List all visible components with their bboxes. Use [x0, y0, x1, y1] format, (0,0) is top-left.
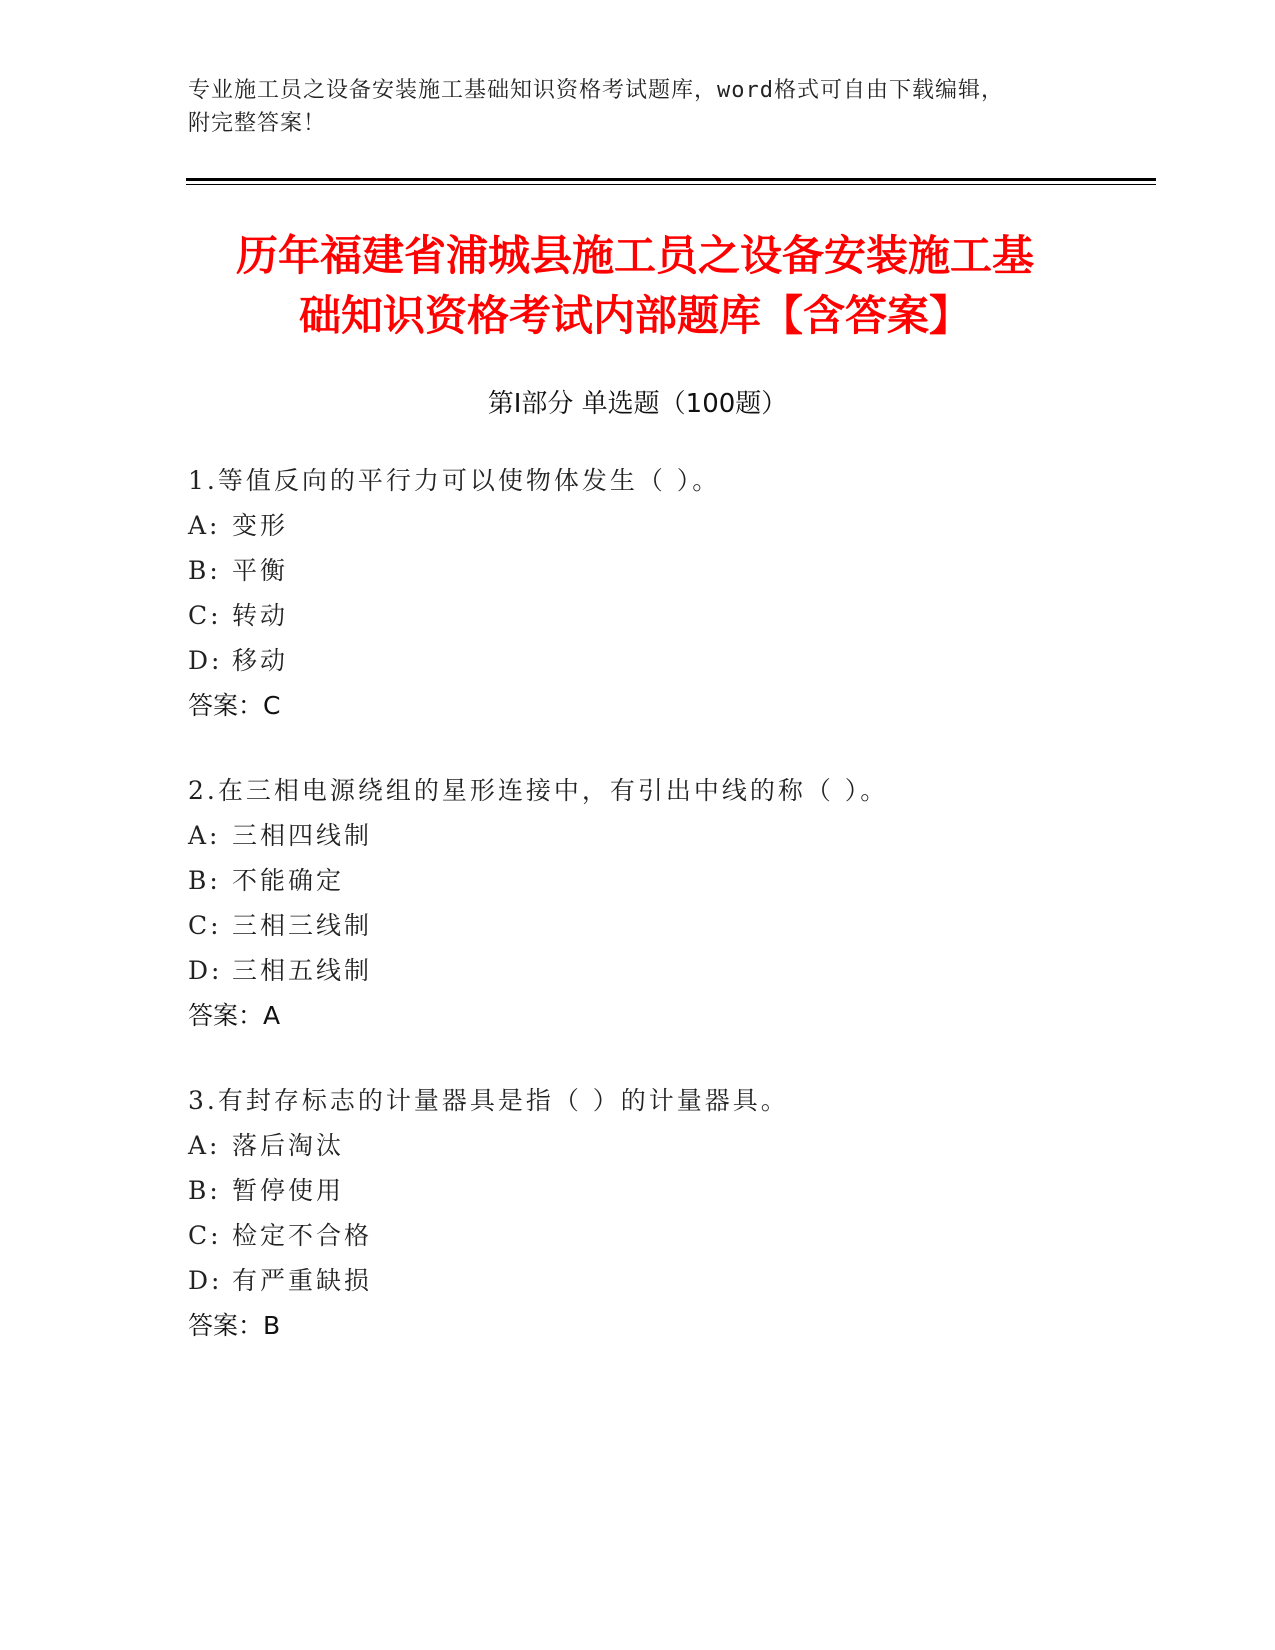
- option-text: 三相五线制: [232, 956, 373, 985]
- answer: 答案：A: [188, 1001, 281, 1030]
- option-a: [188, 503, 1148, 548]
- header-note-line-2: 附完整答案！: [188, 111, 327, 136]
- option-text: 平衡: [232, 556, 289, 585]
- option-label: A:: [188, 1131, 221, 1160]
- question-2: [188, 768, 1148, 1038]
- option-label: A:: [188, 511, 221, 540]
- header-divider-thick: [186, 178, 1156, 181]
- option-label: D:: [188, 956, 223, 985]
- option-c: [188, 903, 1148, 948]
- option-text: 暂停使用: [232, 1176, 345, 1205]
- option-label: A:: [188, 821, 221, 850]
- header-note: [188, 74, 1088, 140]
- option-a: [188, 1123, 1148, 1168]
- question-stem: 1.等值反向的平行力可以使物体发生（ ）。: [188, 466, 721, 495]
- option-d: [188, 638, 1148, 683]
- question-stem: 2.在三相电源绕组的星形连接中，有引出中线的称（ ）。: [188, 776, 889, 805]
- option-label: D:: [188, 646, 223, 675]
- option-a: [188, 813, 1148, 858]
- header-divider-thin: [186, 184, 1156, 185]
- document-title-line-1: 历年福建省浦城县施工员之设备安装施工基: [235, 231, 1034, 280]
- option-label: B:: [188, 866, 221, 895]
- option-text: 转动: [232, 601, 289, 630]
- option-text: 检定不合格: [232, 1221, 373, 1250]
- question-1: [188, 458, 1148, 728]
- option-text: 落后淘汰: [232, 1131, 345, 1160]
- option-c: [188, 593, 1148, 638]
- option-b: [188, 548, 1148, 593]
- option-label: C:: [188, 601, 222, 630]
- option-label: D:: [188, 1266, 223, 1295]
- answer: 答案：B: [188, 1311, 281, 1340]
- option-label: C:: [188, 1221, 222, 1250]
- option-b: [188, 858, 1148, 903]
- option-label: B:: [188, 556, 221, 585]
- option-text: 移动: [232, 646, 289, 675]
- option-d: [188, 948, 1148, 993]
- option-text: 变形: [232, 511, 289, 540]
- section-title: 第Ⅰ部分 单选题（100题）: [487, 389, 788, 419]
- option-d: [188, 1258, 1148, 1303]
- document-title-line-2: 础知识资格考试内部题库【含答案】: [298, 291, 971, 340]
- option-label: B:: [188, 1176, 221, 1205]
- option-text: 三相三线制: [232, 911, 373, 940]
- question-stem: 3.有封存标志的计量器具是指（ ）的计量器具。: [188, 1086, 789, 1115]
- option-text: 有严重缺损: [232, 1266, 373, 1295]
- option-label: C:: [188, 911, 222, 940]
- option-text: 三相四线制: [232, 821, 373, 850]
- answer: 答案：C: [188, 691, 281, 720]
- header-note-line-1: 专业施工员之设备安装施工基础知识资格考试题库，word格式可自由下载编辑，: [188, 78, 1004, 103]
- option-c: [188, 1213, 1148, 1258]
- option-b: [188, 1168, 1148, 1213]
- option-text: 不能确定: [232, 866, 345, 895]
- question-3: [188, 1078, 1148, 1348]
- document-title: [160, 226, 1110, 346]
